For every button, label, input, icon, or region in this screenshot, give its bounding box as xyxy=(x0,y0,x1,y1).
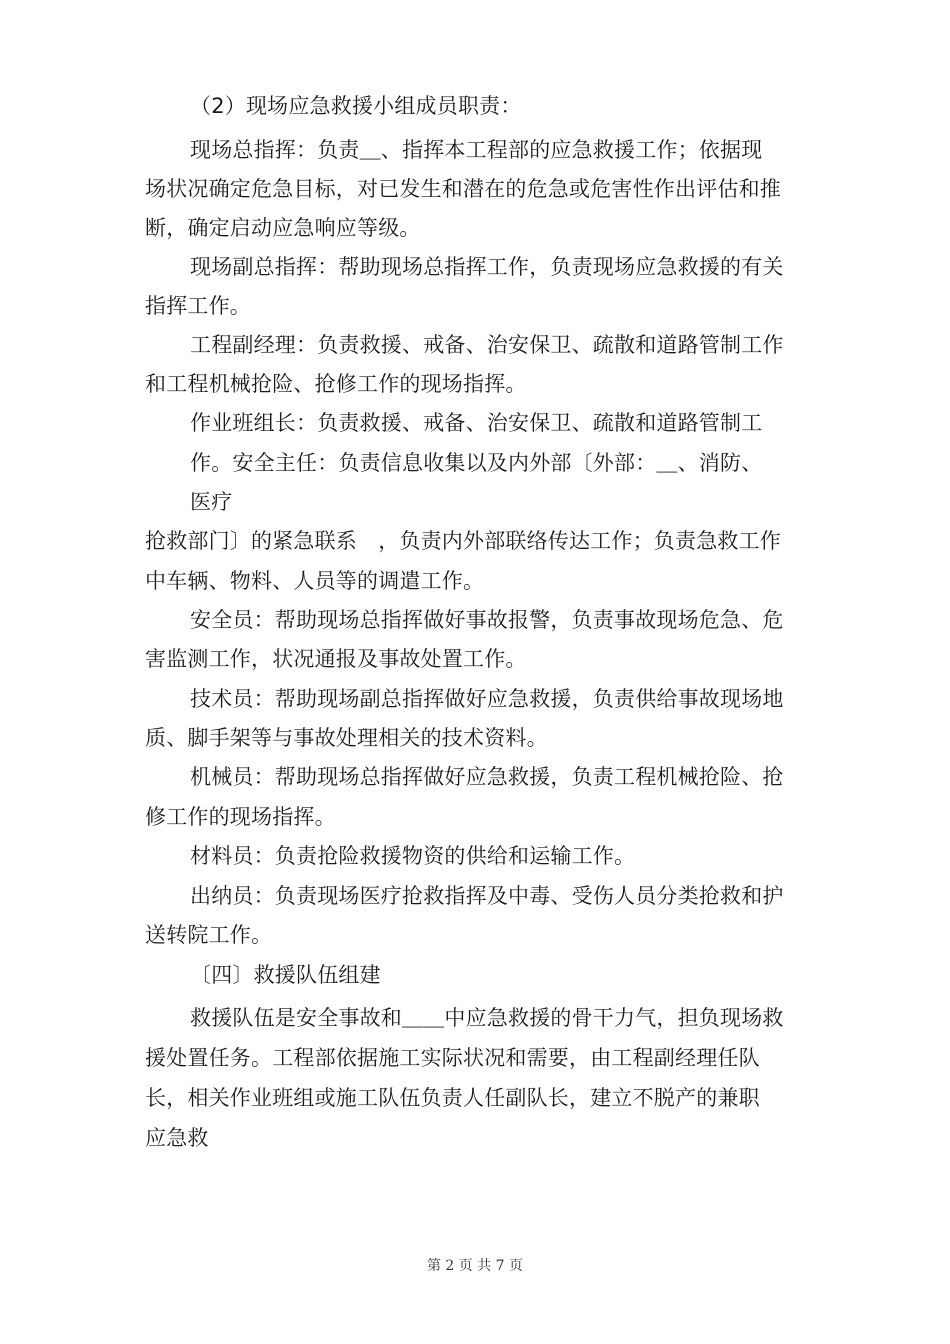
text-line: 技术员：帮助现场副总指挥做好应急救援，负责供给事故现场地 xyxy=(190,687,784,711)
text-line: 抢救部门〕的紧急联系 ，负责内外部联络传达工作；负责急救工作 xyxy=(145,529,781,553)
text-line: 出纳员：负责现场医疗抢救指挥及中毒、受伤人员分类抢救和护 xyxy=(190,884,784,908)
section-heading: 〔四〕救援队伍组建 xyxy=(190,963,381,987)
text-line: 断，确定启动应急响应等级。 xyxy=(145,216,421,240)
text-line: 指挥工作。 xyxy=(145,294,251,318)
text-line: （2）现场应急救援小组成员职责： xyxy=(190,94,522,118)
text-line: 中车辆、物料、人员等的调遣工作。 xyxy=(145,569,485,593)
text-line: 害监测工作，状况通报及事故处置工作。 xyxy=(145,647,527,671)
text-line: 作。安全主任：负责信息收集以及内外部〔外部：＿、消防、 xyxy=(190,451,763,475)
text-line: 救援队伍是安全事故和＿＿中应急救援的骨干力气，担负现场救 xyxy=(190,1006,784,1030)
text-line: 场状况确定危急目标，对已发生和潜在的危急或危害性作出评估和推 xyxy=(145,177,781,201)
text-line: 机械员：帮助现场总指挥做好应急救援，负责工程机械抢险、抢 xyxy=(190,765,784,789)
text-line: 质、脚手架等与事故处理相关的技术资料。 xyxy=(145,726,548,750)
text-line: 现场副总指挥：帮助现场总指挥工作，负责现场应急救援的有关 xyxy=(190,255,784,279)
text-line: 现场总指挥：负责＿、指挥本工程部的应急救援工作；依据现 xyxy=(190,138,763,162)
text-line: 材料员：负责抢险救援物资的供给和运输工作。 xyxy=(190,844,636,868)
text-line: 应急救 xyxy=(145,1126,209,1150)
page-footer: 第 2 页 共 7 页 xyxy=(426,1258,524,1274)
text-line: 修工作的现场指挥。 xyxy=(145,805,336,829)
text-line: 长，相关作业班组或施工队伍负责人任副队长，建立不脱产的兼职 xyxy=(145,1086,760,1110)
text-line: 和工程机械抢险、抢修工作的现场指挥。 xyxy=(145,372,527,396)
text-line: 工程副经理：负责救援、戒备、治安保卫、疏散和道路管制工作 xyxy=(190,333,784,357)
text-line: 送转院工作。 xyxy=(145,923,273,947)
text-line: 医疗 xyxy=(190,490,233,514)
text-line: 援处置任务。工程部依据施工实际状况和需要，由工程副经理任队 xyxy=(145,1046,760,1070)
text-line: 安全员：帮助现场总指挥做好事故报警，负责事故现场危急、危 xyxy=(190,608,784,632)
text-line: 作业班组长：负责救援、戒备、治安保卫、疏散和道路管制工 xyxy=(190,411,763,435)
